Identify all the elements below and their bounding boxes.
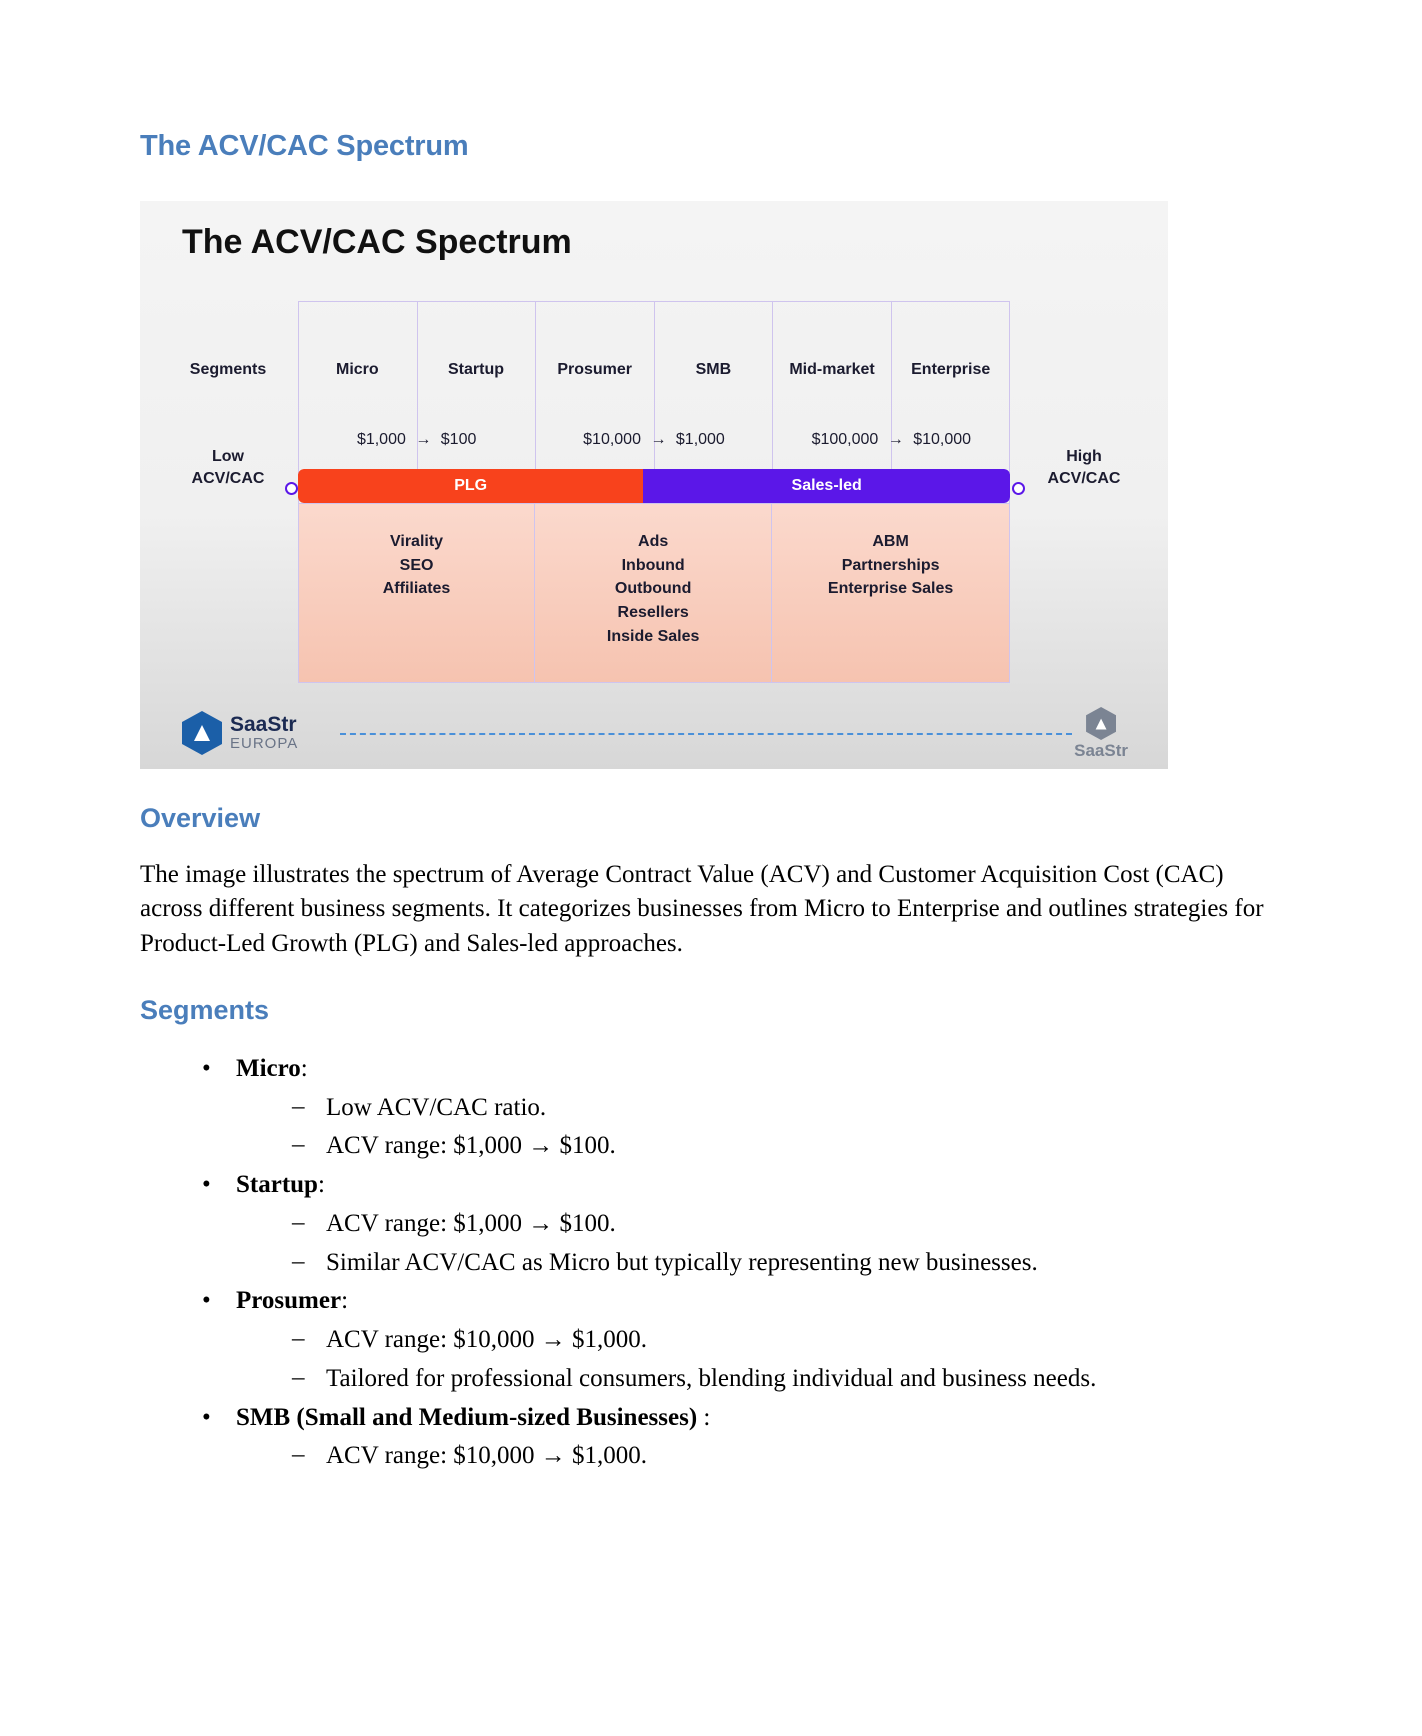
document-content [140, 130, 1282, 1476]
tactic-item: Enterprise Sales [827, 580, 954, 598]
dash-bullet-icon: – [292, 1131, 305, 1159]
plg-bar: PLG [298, 469, 643, 503]
acv-range-group-3 [773, 431, 1010, 449]
bullet-icon: • [202, 1287, 211, 1315]
strategy-bar-row [298, 469, 1010, 503]
segment-term: Startup [236, 1171, 318, 1198]
segment-detail-list [236, 1321, 1282, 1399]
segment-detail: ACV range: $10,000 → $1,000. [326, 1326, 648, 1353]
tactic-item: Inside Sales [606, 627, 700, 645]
dash-bullet-icon: – [292, 1247, 305, 1275]
segment-detail: ACV range: $10,000 → $1,000. [326, 1442, 648, 1470]
list-item [176, 1282, 1282, 1398]
segment-label-enterprise: Enterprise [911, 361, 991, 378]
segment-term: Prosumer [236, 1287, 342, 1315]
overview-paragraph: The image illustrates the spectrum of Average Contract Value (ACV) and Customer Acquisition Cost (CAC) across different business segments. It categorizes businesses from Micro to Enterprise and outlines strategies for Product-Led Growth (PLG) and Sales-led approaches. [140, 861, 1264, 957]
segment-detail: ACV range: $1,000 → $100. [326, 1132, 616, 1160]
sales-led-bar: Sales-led [643, 469, 1010, 503]
segment-colon: : [317, 1171, 325, 1198]
tactic-item: Affiliates [382, 580, 451, 598]
dash-bullet-icon: – [292, 1325, 305, 1352]
high-acv-cac-label-line1: High [1066, 448, 1102, 465]
arrow-right-icon: → [650, 431, 667, 448]
list-item [270, 1089, 1282, 1128]
tactic-item: SEO [399, 556, 434, 574]
segment-colon: : [697, 1403, 711, 1431]
segment-label-prosumer: Prosumer [557, 361, 633, 378]
list-item [270, 1244, 1282, 1283]
segment-detail: Low ACV/CAC ratio. [326, 1093, 547, 1121]
bullet-icon: • [202, 1171, 211, 1198]
tactics-cell-plg [298, 503, 535, 683]
dash-bullet-icon: – [292, 1441, 305, 1469]
saastr-event: EUROPA [230, 735, 299, 753]
tactics-cell-sales-led [772, 503, 1010, 683]
tactic-item: Inbound [621, 556, 685, 574]
tactic-item: Partnerships [841, 556, 940, 574]
tactic-item: Virality [390, 533, 444, 550]
acv-range-group-2 [535, 431, 772, 449]
segment-detail: Similar ACV/CAC as Micro but typically representing new businesses. [326, 1248, 1038, 1276]
page-title: The ACV/CAC Spectrum [140, 130, 469, 162]
segment-detail-list [236, 1089, 1282, 1167]
saastr-corner-watermark [1074, 707, 1128, 761]
segment-detail: Tailored for professional consumers, blending individual and business needs. [326, 1364, 1097, 1392]
saastr-hex-icon [182, 711, 222, 755]
acv-range-1-to: $100 [440, 431, 477, 448]
segments-list [140, 1050, 1282, 1476]
saastr-logo [182, 711, 298, 755]
segment-labels-row [298, 361, 1010, 379]
list-item [270, 1437, 1282, 1476]
acv-range-row [298, 431, 1010, 449]
spectrum-endpoint-left [285, 482, 298, 495]
document-page [0, 130, 1422, 1476]
segment-label-smb: SMB [695, 361, 732, 378]
tactic-item: ABM [872, 533, 909, 550]
acv-range-1-from: $1,000 [356, 431, 406, 448]
list-item [176, 1050, 1282, 1166]
arrow-right-icon: → [415, 431, 432, 448]
list-item [176, 1166, 1282, 1282]
dash-bullet-icon: – [292, 1092, 305, 1120]
segments-axis-label: Segments [189, 361, 267, 378]
dashed-divider [340, 733, 1072, 735]
low-acv-cac-label-line1: Low [212, 448, 244, 465]
figure-title: The ACV/CAC Spectrum [182, 223, 572, 261]
figure-footer [140, 697, 1168, 769]
high-acv-cac-label-line2: ACV/CAC [1047, 469, 1121, 487]
dash-bullet-icon: – [292, 1363, 305, 1391]
saastr-hex-icon-small [1086, 707, 1116, 740]
segment-colon: : [341, 1287, 349, 1315]
segment-label-micro: Micro [336, 361, 379, 378]
segment-label-startup: Startup [448, 361, 504, 378]
dash-bullet-icon: – [292, 1208, 305, 1236]
list-item [270, 1127, 1282, 1166]
high-acv-cac-label [1020, 446, 1148, 489]
acv-range-2-to: $1,000 [675, 431, 725, 448]
tactics-cell-mid [535, 503, 772, 683]
segments-heading: Segments [140, 994, 270, 1025]
saastr-corner-label: SaaStr [1074, 741, 1128, 760]
acv-range-2-from: $10,000 [583, 431, 641, 448]
saastr-wordmark [230, 714, 298, 752]
segment-detail-list [236, 1437, 1282, 1476]
segment-term: Micro [236, 1054, 301, 1082]
overview-heading: Overview [140, 803, 261, 833]
bullet-icon: • [202, 1403, 211, 1431]
saastr-name: SaaStr [230, 713, 297, 737]
low-acv-cac-label [164, 446, 292, 489]
segment-term: SMB (Small and Medium-sized Businesses) [236, 1403, 698, 1431]
arrow-right-icon: → [887, 431, 904, 448]
low-acv-cac-label-line2: ACV/CAC [191, 469, 265, 487]
list-item [270, 1205, 1282, 1244]
list-item [270, 1321, 1282, 1360]
segment-label-mid-market: Mid-market [789, 361, 875, 378]
list-item [176, 1399, 1282, 1477]
bullet-icon: • [202, 1054, 211, 1082]
tactic-item: Resellers [617, 604, 689, 622]
list-item [270, 1360, 1282, 1399]
spectrum-endpoint-right [1012, 482, 1025, 495]
tactic-item: Outbound [614, 580, 692, 598]
segment-colon: : [300, 1054, 308, 1082]
acv-range-group-1 [298, 431, 535, 449]
acv-range-3-to: $10,000 [913, 431, 972, 448]
tactic-item: Ads [638, 533, 669, 550]
segment-detail-list [236, 1205, 1282, 1283]
segment-detail: ACV range: $1,000 → $100. [326, 1209, 616, 1237]
tactics-row [298, 503, 1010, 683]
acv-range-3-from: $100,000 [811, 431, 879, 448]
acv-cac-spectrum-figure [140, 201, 1168, 769]
